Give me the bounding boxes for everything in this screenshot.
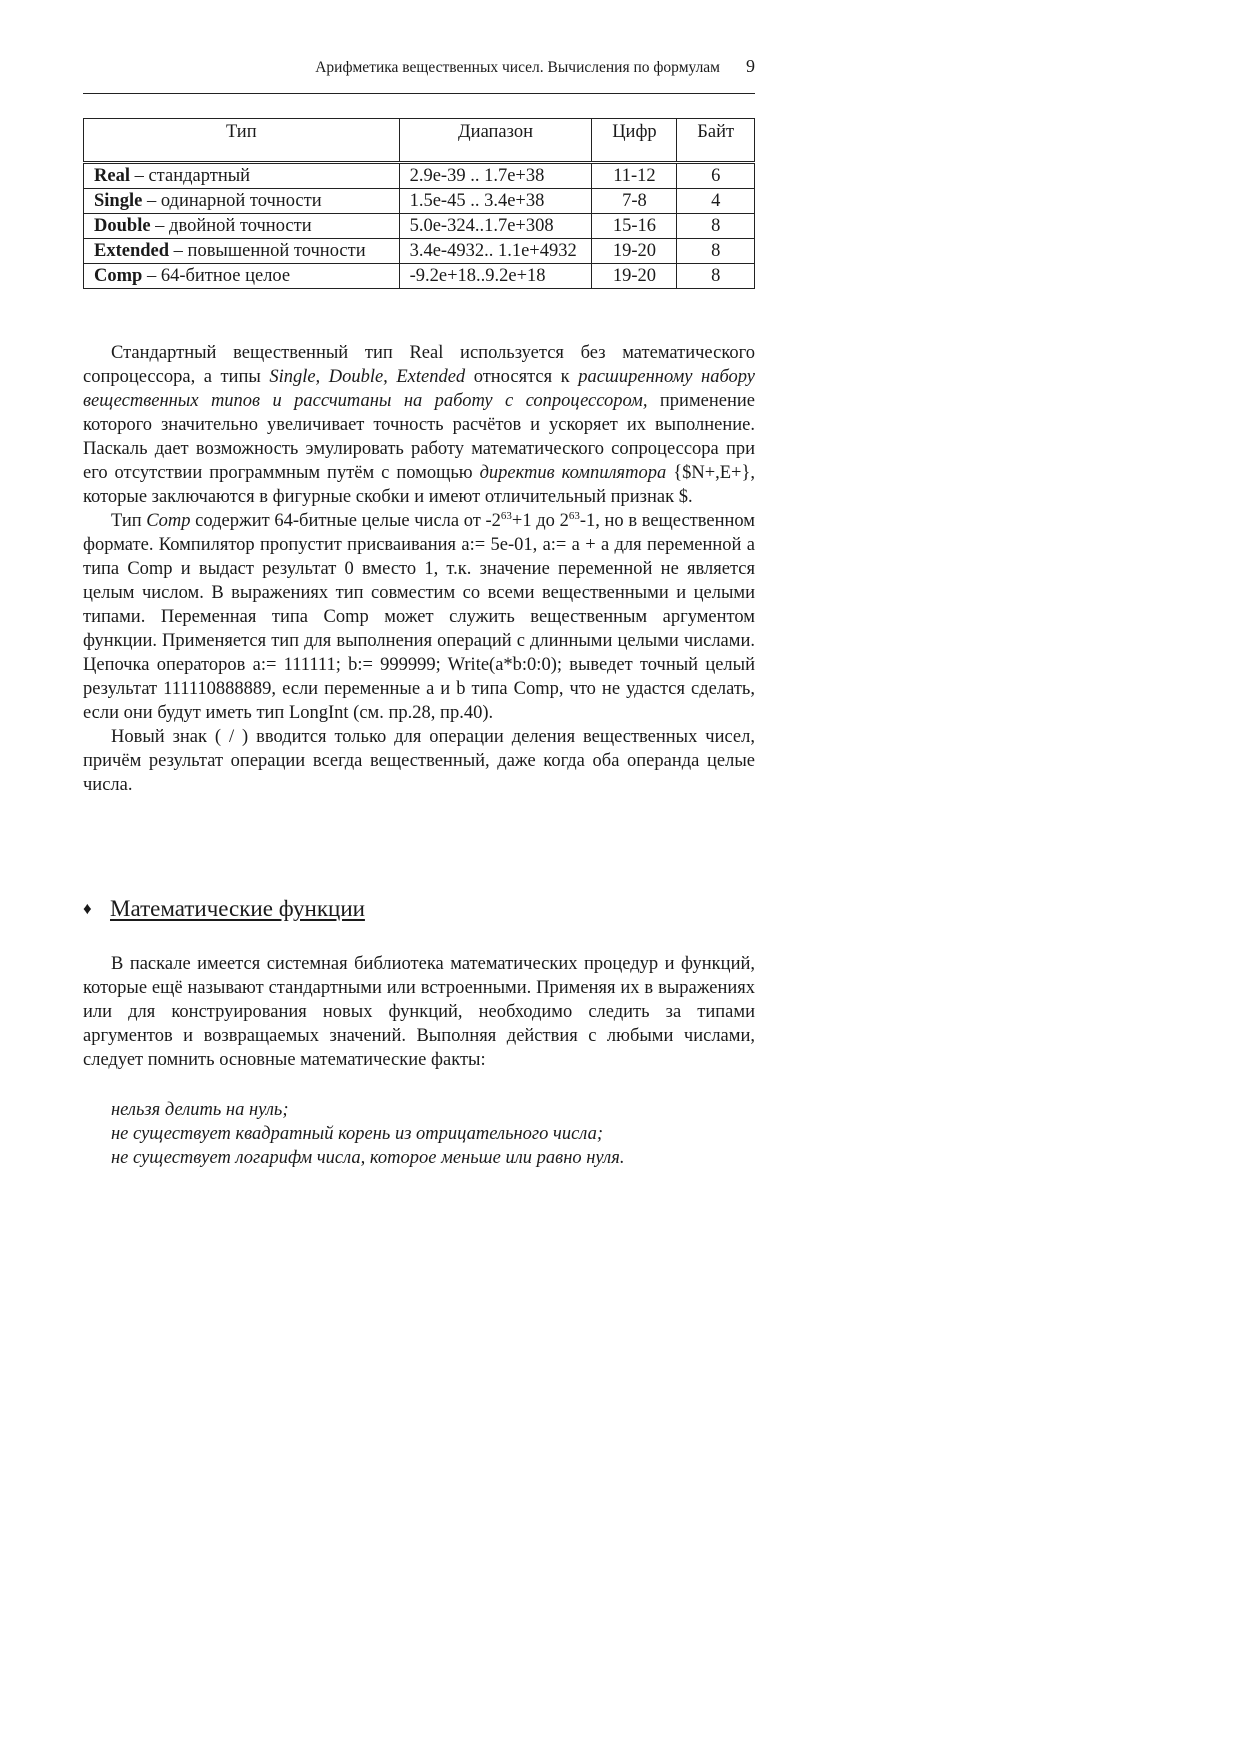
section-title: Математические функции (110, 896, 365, 921)
type-description: – 64-битное целое (142, 266, 291, 286)
text-run: +1 до 2 (511, 511, 569, 531)
type-description: – стандартный (129, 166, 251, 186)
type-name: Single (94, 191, 143, 211)
bytes-cell: 8 (677, 264, 755, 289)
table-row (84, 239, 755, 264)
paragraph-comp-type (83, 509, 755, 725)
table-row (84, 189, 755, 214)
digits-cell: 19-20 (592, 239, 677, 264)
type-name: Real (94, 166, 130, 186)
math-facts-list (111, 1098, 755, 1170)
type-cell (84, 264, 400, 289)
range-cell: -9.2е+18..9.2е+18 (399, 264, 592, 289)
real-types-table (83, 118, 755, 289)
type-description: – одинарной точности (142, 191, 322, 211)
table-row (84, 214, 755, 239)
type-description: – двойной точности (150, 216, 312, 236)
bytes-cell: 6 (677, 163, 755, 189)
list-item: не существует квадратный корень из отрицательного числа; (111, 1124, 603, 1144)
type-cell (84, 189, 400, 214)
digits-cell: 15-16 (592, 214, 677, 239)
paragraph-real-types (83, 341, 755, 509)
italic-run: расширенному набору вещественных типов и рассчитаны на работу с сопроцессором, (83, 367, 755, 411)
math-functions-text (83, 952, 755, 1072)
column-header-range: Диапазон (399, 119, 592, 163)
bytes-cell: 8 (677, 239, 755, 264)
type-name: Comp (94, 266, 143, 286)
digits-cell: 7-8 (592, 189, 677, 214)
italic-run: Single, Double, Extended (269, 367, 466, 387)
range-cell: 3.4е-4932.. 1.1е+4932 (399, 239, 592, 264)
text-run: Стандартный вещественный тип Real используется без математического сопроцессора, а типы (83, 343, 755, 387)
italic-run: Comp (146, 511, 191, 531)
running-head (83, 56, 755, 80)
column-header-bytes: Байт (677, 119, 755, 163)
body-text-block (83, 341, 755, 797)
section-heading (83, 896, 755, 926)
range-cell: 5.0е-324..1.7е+308 (399, 214, 592, 239)
type-name: Double (94, 216, 151, 236)
type-cell (84, 163, 400, 189)
text-run: содержит 64-битные целые числа от -2 (190, 511, 501, 531)
text-run: относятся к (465, 367, 579, 387)
bytes-cell: 8 (677, 214, 755, 239)
page-number: 9 (746, 56, 755, 76)
list-item: нельзя делить на нуль; (111, 1100, 289, 1120)
running-title: Арифметика вещественных чисел. Вычисления по формулам (315, 59, 720, 76)
digits-cell: 19-20 (592, 264, 677, 289)
list-item: не существует логарифм числа, которое меньше или равно нуля. (111, 1148, 625, 1168)
text-run: {$N+,E+}, которые заключаются в фигурные скобки и имеют отличительный признак $. (83, 463, 755, 507)
text-run: -1, но в вещественном формате. Компилятор пропустит присваивания a:= 5e-01, a:= a + a для переменной а типа Comp и выдаст результат 0 вместо 1, т.к. значение переменной не является целым числом. В выражениях тип совместим со всеми вещественными и целыми типами. Переменная типа Comp может служить вещественным аргументом функции. Применяется тип для выполнения операций с длинными целыми числами. Цепочка операторов a:= 111111; b:= 999999; Write(a*b:0:0); выведет точный целый результат 111110888889, если переменные а и b типа Comp, что не удастся сделать, если они будут иметь тип LongInt (см. пр.28, пр.40). (83, 511, 755, 723)
digits-cell: 11-12 (592, 163, 677, 189)
column-header-digits: Цифр (592, 119, 677, 163)
table-row (84, 264, 755, 289)
table-row (84, 163, 755, 189)
column-header-type: Тип (84, 119, 400, 163)
paragraph-math-library: В паскале имеется системная библиотека математических процедур и функций, которые ещё называют стандартными или встроенными. Применяя их в выражениях или для конструирования новых функций, необходимо следить за типами аргументов и возвращаемых значений. Выполняя действия с любыми числами, следует помнить основные математические факты: (83, 954, 755, 1070)
exponent: 63 (500, 510, 512, 522)
type-name: Extended (94, 241, 170, 261)
exponent: 63 (568, 510, 580, 522)
header-rule (83, 93, 755, 94)
table-header-row (84, 119, 755, 163)
range-cell: 1.5е-45 .. 3.4е+38 (399, 189, 592, 214)
range-cell: 2.9е-39 .. 1.7е+38 (399, 163, 592, 189)
diamond-bullet-icon: ♦ (83, 899, 92, 918)
type-description: – повышенной точности (169, 241, 366, 261)
text-run: Тип (111, 511, 147, 531)
paragraph-division: Новый знак ( / ) вводится только для операции деления вещественных чисел, причём результат операции всегда вещественный, даже когда оба операнда целые числа. (83, 727, 755, 795)
italic-run: директив компилятора (479, 463, 667, 483)
type-cell (84, 239, 400, 264)
text-run: применение которого значительно увеличивает точность расчётов и ускоряет их выполнение. Паскаль дает возможность эмулировать работу математического сопроцессора при его отсутствии программным путём с помощью (83, 391, 755, 483)
bytes-cell: 4 (677, 189, 755, 214)
type-cell (84, 214, 400, 239)
